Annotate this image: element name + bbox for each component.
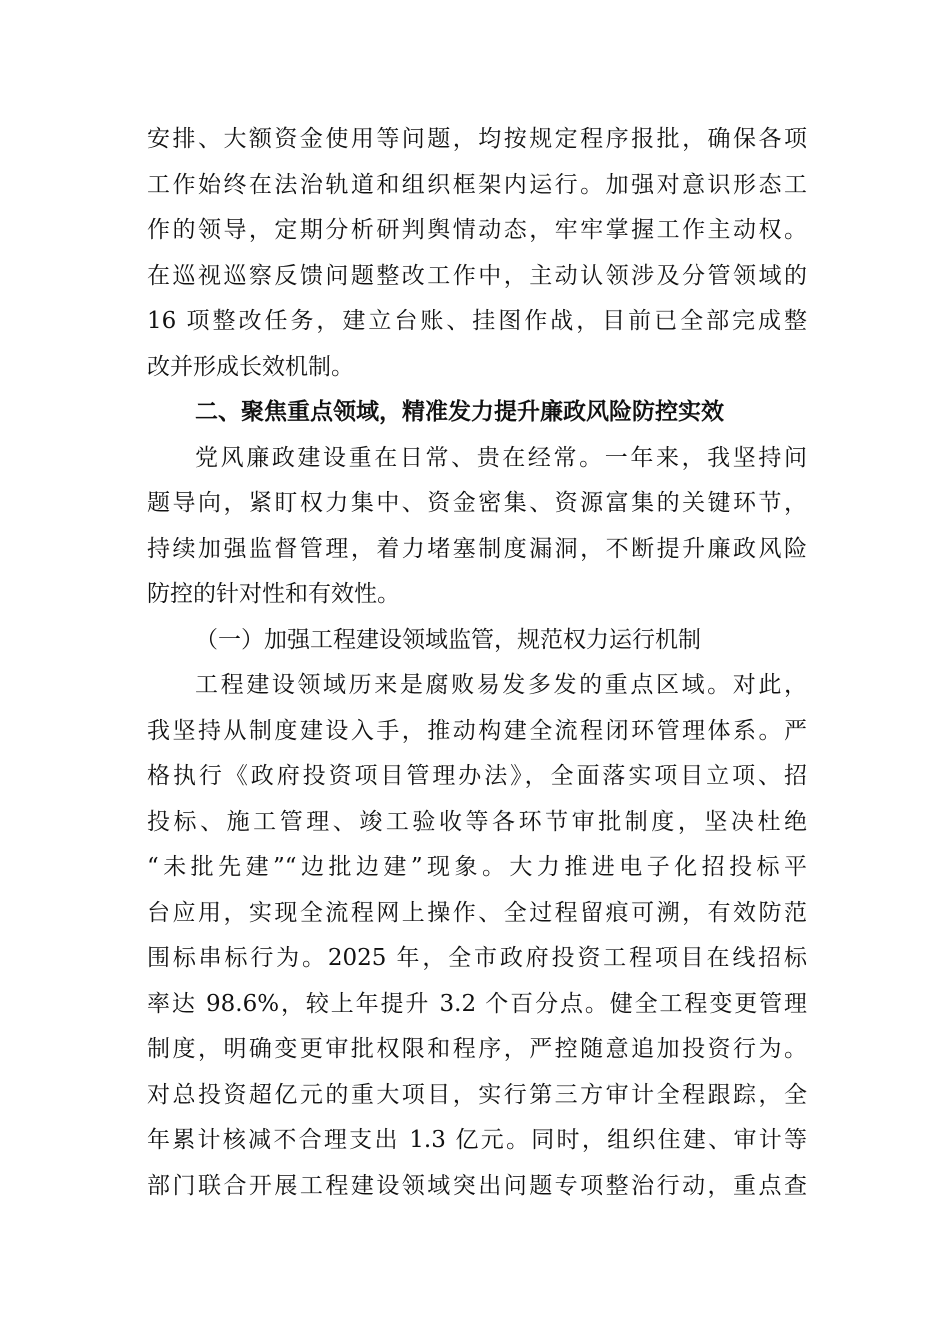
paragraph-3	[147, 663, 807, 1209]
text-line: 防控的针对性和有效性。	[147, 581, 400, 607]
text-line: 工程建设领域历来是腐败易发多发的重点区域。对此，	[195, 672, 807, 698]
text-line: 制度，明确变更审批权限和程序，严控随意追加投资行为。	[147, 1036, 807, 1062]
subsection-heading-1: （一）加强工程建设领域监管，规范权力运行机制	[195, 626, 701, 653]
section-heading-2: 二、聚焦重点领域，精准发力提升廉政风险防控实效	[195, 399, 724, 425]
paragraph-1	[147, 117, 807, 390]
text-line: 党风廉政建设重在日常、贵在经常。一年来，我坚持问	[195, 444, 807, 471]
text-line: 率达 98.6%，较上年提升 3.2 个百分点。健全工程变更管理	[147, 990, 807, 1017]
text-line: 题导向，紧盯权力集中、资金密集、资源富集的关键环节，	[147, 490, 807, 516]
text-line: 工作始终在法治轨道和组织框架内运行。加强对意识形态工	[147, 171, 807, 198]
text-line: 持续加强监督管理，着力堵塞制度漏洞，不断提升廉政风险	[147, 535, 807, 562]
text-line: 对总投资超亿元的重大项目，实行第三方审计全程跟踪，全	[147, 1081, 807, 1108]
document-body	[147, 117, 807, 1209]
text-line: 格执行《政府投资项目管理办法》，全面落实项目立项、招	[147, 763, 807, 789]
text-line: 部门联合开展工程建设领域突出问题专项整治行动，重点查	[147, 1172, 807, 1199]
text-line: 安排、大额资金使用等问题，均按规定程序报批，确保各项	[147, 126, 807, 152]
text-line: 投标、施工管理、竣工验收等各环节审批制度，坚决杜绝	[147, 808, 807, 835]
text-line: 年累计核减不合理支出 1.3 亿元。同时，组织住建、审计等	[147, 1127, 807, 1153]
text-line: 16 项整改任务，建立台账、挂图作战，目前已全部完成整	[147, 308, 807, 334]
text-line: 围标串标行为。2025 年，全市政府投资工程项目在线招标	[147, 945, 807, 971]
text-line: 台应用，实现全流程网上操作、全过程留痕可溯，有效防范	[147, 899, 807, 926]
text-line: “未批先建”“边批边建”现象。大力推进电子化招投标平	[147, 854, 807, 880]
text-line: 改并形成长效机制。	[147, 353, 354, 380]
text-line: 作的领导，定期分析研判舆情动态，牢牢掌握工作主动权。	[147, 217, 807, 243]
text-line: 我坚持从制度建设入手，推动构建全流程闭环管理体系。严	[147, 717, 807, 744]
text-line: 在巡视巡察反馈问题整改工作中，主动认领涉及分管领域的	[147, 262, 807, 289]
paragraph-2	[147, 436, 807, 618]
